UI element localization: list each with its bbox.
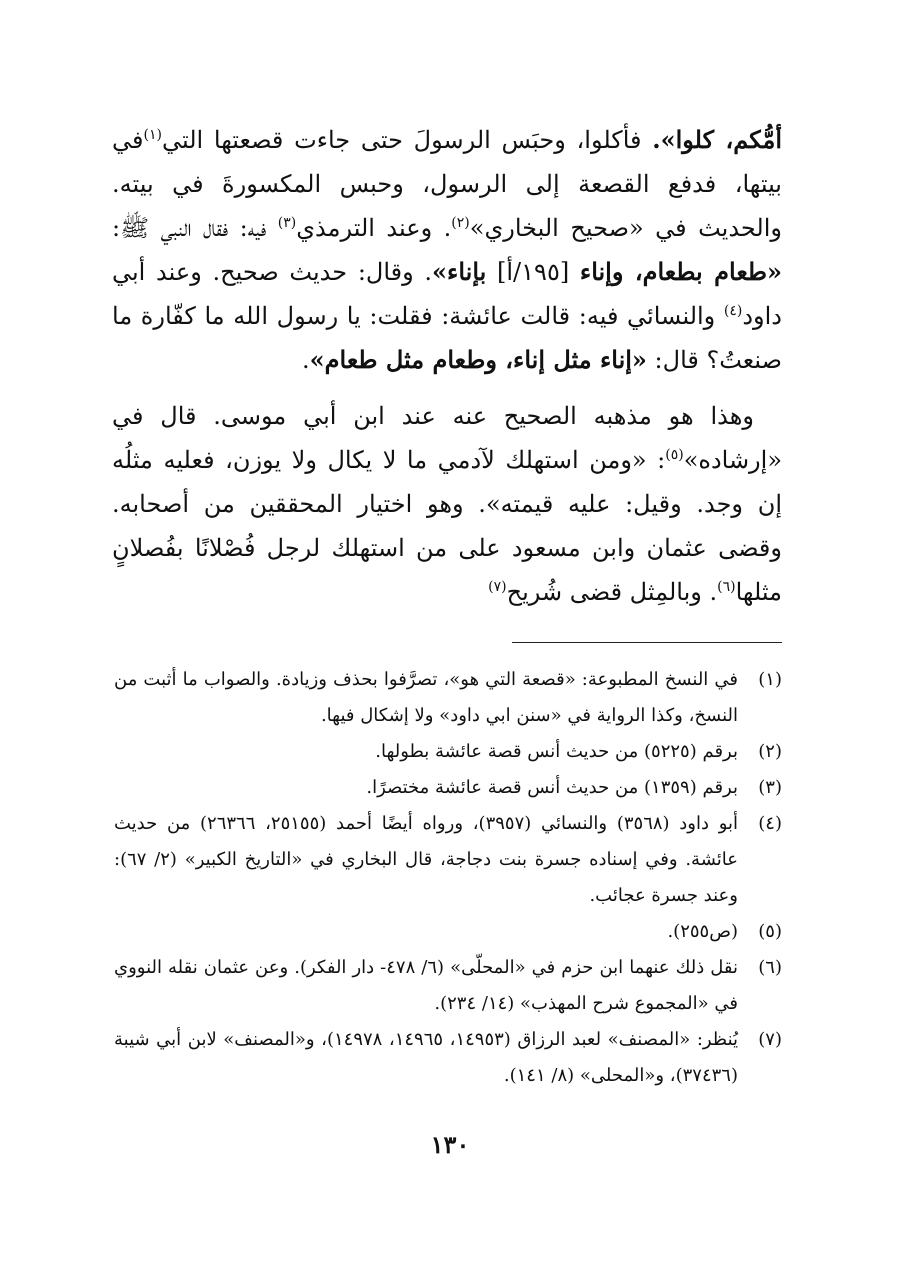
footnote-number: (١): [758, 669, 782, 690]
footnote-item: [114, 734, 782, 770]
footnote-item: [114, 806, 782, 914]
footnote-item: [114, 662, 782, 734]
footnote-ref: (٤): [723, 303, 743, 319]
paragraph-2: [112, 394, 782, 614]
footnote-number: (٥): [758, 921, 782, 942]
footnote-ref: (٣): [277, 215, 297, 231]
footnote-ref: (٢): [451, 215, 470, 231]
text-span: في بيتها، فدفع القصعة إلى الرسول، وحبس المكسورةَ في بيته. والحديث في «صحيح البخاري»: [112, 126, 782, 242]
footnote-text: في النسخ المطبوعة: «قصعة التي هو»، تصرَّفوا بحذف وزيادة. والصواب ما أثبت من النسخ، وكذا الرواية في «سنن ابي داود» ولا إشكال فيها.: [114, 669, 738, 726]
text-span: . وعند الترمذي: [296, 214, 452, 242]
hadith-quote: «طعام بطعام، وإناء: [579, 257, 783, 286]
footnote-text: نقل ذلك عنهما ابن حزم في «المحلّى» (٦/ ٤٧٨- دار الفكر). وعن عثمان نقله النووي في «المجموع شرح المهذب» (١٤/ ٢٣٤).: [114, 957, 739, 1014]
footnote-item: [114, 950, 782, 1022]
text-span: فيه: فقال النبي ﷺ:: [112, 214, 278, 242]
footnote-ref: (٦): [717, 579, 736, 595]
main-text: [112, 118, 782, 614]
footnote-number: (٢): [758, 741, 782, 762]
footnote-ref: (١): [143, 127, 162, 143]
footnote-item: [114, 1022, 782, 1094]
text-span: : «ومن استهلك لآدمي ما لا يكال ولا يوزن، فعليه مثلُه إن وجد. وقيل: عليه قيمته». وهو اختيار المحققين من أصحابه. وقضى عثمان وابن مسعود على من استهلك لرجل فُصْلانًا بفُصلانٍ مثلها: [112, 446, 782, 606]
footnote-ref: (٧): [488, 579, 507, 595]
page-number: ١٣٠: [430, 1130, 470, 1159]
text-span: أمُّكم، كلوا».: [652, 125, 782, 154]
footnote-number: (٧): [758, 1029, 782, 1050]
footnote-text: يُنظر: «المصنف» لعبد الرزاق (١٤٩٥٣، ١٤٩٦٥، ١٤٩٧٨)، و«المصنف» لابن أبي شيبة (٣٧٤٣٦)، و«المحلى» (٨/ ١٤١).: [114, 1029, 739, 1086]
paragraph-1: [112, 118, 782, 382]
manuscript-marker: [١٩٥/أ]: [486, 258, 580, 286]
footnote-item: [114, 770, 782, 806]
footnote-number: (٤): [758, 813, 782, 834]
footnote-ref: (٥): [665, 447, 684, 463]
hadith-quote: «إناء مثل إناء، وطعام مثل طعام»: [309, 345, 647, 374]
text-span: فأكلوا، وحبَس الرسولَ حتى جاءت قصعتها التي: [161, 126, 653, 154]
footnote-separator: [512, 642, 782, 643]
text-span: . وبالمِثل قضى شُريح: [506, 578, 718, 606]
footnote-item: [114, 914, 782, 950]
text-span: .: [302, 346, 310, 374]
footnotes: [114, 662, 782, 1094]
footnote-text: برقم (٥٢٢٥) من حديث أنس قصة عائشة بطولها.: [375, 741, 738, 762]
footnote-text: (ص٢٥٥).: [667, 921, 738, 942]
footnote-number: (٦): [758, 957, 782, 978]
text-span: . وقال: حديث صحيح. وعند أبي داود: [112, 258, 782, 330]
hadith-quote: بإناء»: [432, 257, 487, 286]
footnote-text: أبو داود (٣٥٦٨) والنسائي (٣٩٥٧)، ورواه أيضًا أحمد (٢٥١٥٥، ٢٦٣٦٦) من حديث عائشة. وفي إسناده جسرة بنت دجاجة، قال البخاري في «التاريخ الكبير» (٢/ ٦٧): وعند جسرة عجائب.: [114, 813, 739, 906]
footnote-number: (٣): [758, 777, 782, 798]
text-span: والنسائي فيه: قالت عائشة: فقلت: يا رسول الله ما كفّارة ما صنعتُ؟ قال:: [112, 302, 782, 374]
footnote-text: برقم (١٣٥٩) من حديث أنس قصة عائشة مختصرًا.: [366, 777, 738, 798]
text-span: وهذا هو مذهبه الصحيح عنه عند ابن أبي موسى. قال في «إرشاده»: [112, 402, 782, 474]
